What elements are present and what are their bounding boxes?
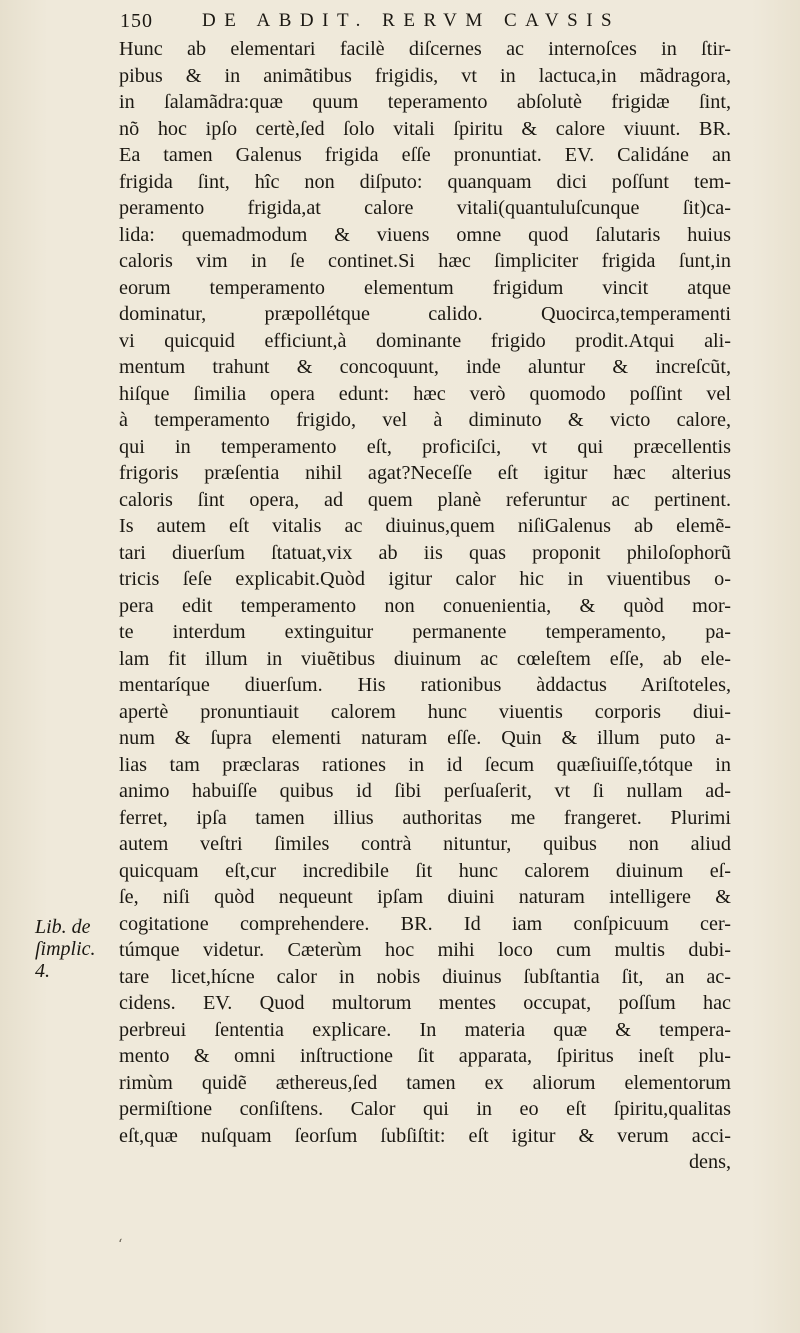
page-header [120,8,680,36]
text-line: dominatur, præpollétque calido. Quocirca,temperamenti [119,303,731,325]
text-line: permiſtione conſiſtens. Calor qui in eo eſt ſpiritu,qualitas [119,1098,731,1120]
text-line: mento & omni inſtructione ſit apparata, ſpiritus ineſt plu- [119,1045,731,1067]
text-line: autem veſtri ſimiles contrà nituntur, quibus non aliud [119,833,731,855]
text-line: túmque videtur. Cæterùm hoc mihi loco cum multis dubi- [119,939,731,961]
text-line: in ſalamãdra:quæ quum teperamento abſolutè frigidæ ſint, [119,91,731,113]
text-line: qui in temperamento eſt, proficiſci, vt qui præcellentis [119,435,731,458]
stray-mark: ‘ [118,1237,123,1253]
text-line: quicquam eſt,cur incredibile ſit hunc calorem diuinum eſ- [119,859,731,882]
text-line: pera edit temperamento non conuenientia, & quòd mor- [119,594,731,617]
text-line: num & ſupra elementi naturam eſſe. Quin & illum puto a- [119,727,731,749]
text-line: vi quicquid efficiunt,à dominante frigido prodit.Atqui ali- [119,329,731,352]
margin-note [35,916,115,982]
text-line: pibus & in animãtibus frigidis, vt in lactuca,in mãdragora, [119,64,731,87]
text-line: eorum temperamento elementum frigidum vincit atque [119,276,731,299]
body-text [119,36,731,1176]
margin-note-line: Lib. de [35,916,91,938]
text-line: peramento frigida,at calore vitali(quantuluſcunque ſit)ca- [119,197,731,219]
page-number: 150 [120,10,153,32]
text-line: caloris ſint opera, ad quem planè referuntur ac pertinent. [119,488,731,511]
text-line: nõ hoc ipſo certè,ſed ſolo vitali ſpiritu & calore viuunt. BR. [119,117,731,140]
text-line: tricis ſeſe explicabit.Quòd igitur calor hic in viuentibus o- [119,568,731,590]
text-line: mentaríque diuerſum. His rationibus àddactus Ariſtoteles, [119,674,731,696]
text-line: Is autem eſt vitalis ac diuinus,quem niſiGalenus ab elemẽ- [119,515,731,537]
text-line: tari diuerſum ſtatuat,vix ab iis quas proponit philoſophorũ [119,541,731,564]
text-line: animo habuiſſe quibus id ſibi perſuaſerit, vt ſi nullam ad- [119,780,731,802]
text-line: Hunc ab elementari facilè diſcernes ac internoſces in ſtir- [119,38,731,60]
text-line: dens, [688,1151,731,1173]
running-title: DE ABDIT. RERVM CAVSIS [202,10,621,31]
text-line: cogitatione comprehendere. BR. Id iam conſpicuum cer- [119,912,731,935]
text-line: rimùm quidẽ æthereus,ſed tamen ex aliorum elementorum [119,1071,731,1094]
text-line: te interdum extinguitur permanente temperamento, pa- [119,621,731,643]
text-line: apertè pronuntiauit calorem hunc viuentis corporis diui- [119,700,731,723]
text-line: lias tam præclaras rationes in id ſecum quæſiuiſſe,tótque in [119,753,731,776]
text-line: ſe, niſi quòd nequeunt ipſam diuini naturam intelligere & [119,886,731,908]
text-line: tare licet,hícne calor in nobis diuinus ſubſtantia ſit, an ac- [119,965,731,988]
text-line: caloris vim in ſe continet.Si hæc ſimpliciter frigida ſunt,in [119,250,731,272]
text-line: frigida ſint, hîc non diſputo: quanquam dici poſſunt tem- [119,170,731,193]
text-line: à temperamento frigido, vel à diminuto & victo calore, [119,409,731,431]
text-line: lida: quemadmodum & viuens omne quod ſalutaris huius [119,223,731,246]
text-line: cidens. EV. Quod multorum mentes occupat, poſſum hac [119,992,731,1014]
text-line: frigoris præſentia nihil agat?Neceſſe eſt igitur hæc alterius [119,462,731,484]
text-line: eſt,quæ nuſquam ſeorſum ſubſiſtit: eſt igitur & verum acci- [119,1124,731,1147]
margin-note-line: ſimplic. 4. [35,938,96,982]
text-line: ferret, ipſa tamen illius authoritas me frangeret. Plurimi [119,806,731,829]
text-line: lam fit illum in viuẽtibus diuinum ac cœleſtem eſſe, ab ele- [119,647,731,670]
text-line: perbreui ſententia explicare. In materia quæ & tempera- [119,1018,731,1041]
text-line: hiſque ſimilia opera edunt: hæc verò quomodo poſſint vel [119,382,731,405]
text-line: Ea tamen Galenus frigida eſſe pronuntiat. EV. Calidáne an [119,144,731,166]
text-line: mentum trahunt & concoquunt, inde aluntur & increſcũt, [119,356,731,378]
